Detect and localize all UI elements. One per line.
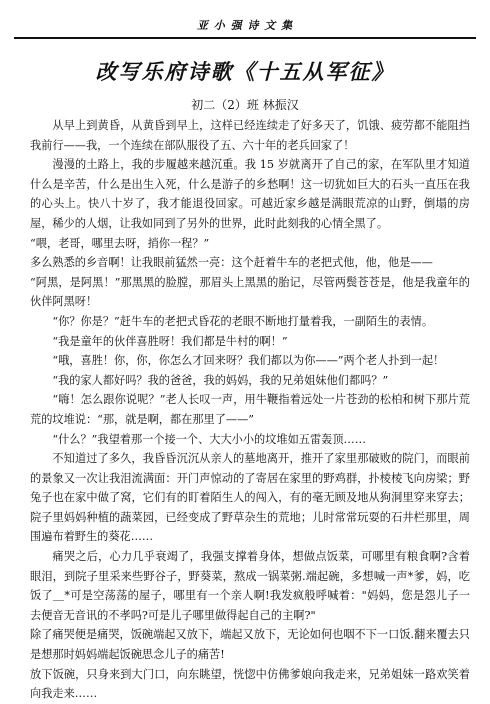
- paragraph: “阿黑，是阿黑！”那黑黑的脸膛，那眉头上黑黑的胎记，尽管两鬓苍苍是，他是我童年的伙伴阿黑呀！: [30, 275, 470, 309]
- paragraph: 多么熟悉的乡音啊！让我眼前猛然一亮：这个赶着牛车的老把式他，他，他是——: [30, 256, 433, 270]
- paragraph: “喂，老哥，哪里去呀，捎你一程？”: [30, 236, 210, 250]
- author-byline: 初二（2）班 林振汉: [191, 98, 299, 112]
- article-body: [30, 116, 470, 701]
- paragraph: 除了痛哭便是痛哭，饭碗端起又放下，端起又放下，无论如何也咽不下一口饭.翻来覆去只是想那时妈妈端起饭碗思念儿子的痛苦!: [30, 628, 470, 662]
- page-title: 改写乐府诗歌《十五从军征》: [95, 59, 395, 84]
- paragraph: 从早上到黄昏，从黄昏到早上，这样已经连续走了好多天了，饥饿、疲劳都不能阻挡我前行——我，一个连续在部队服役了五、六十年的老兵回家了！: [30, 119, 470, 152]
- paragraph: “哦，喜胜！你，你，你怎么才回来呀？我们都以为你——”两个老人扑到一起！: [52, 354, 445, 368]
- paragraph: 漫漫的土路上，我的步履越来越沉重。我 15 岁就离开了自己的家，在军队里才知道什么是辛苦，什么是出生入死，什么是游子的乡愁啊！这一切犹如巨大的石头一直压在我的心头上。快八十岁了，我才能退役回家。可越近家乡越是满眼荒凉的山野，倒塌的房屋，稀少的人烟，让我如同到了另外的世界，此时此刻我的心情全黑了。: [30, 158, 470, 230]
- paragraph: 痛哭之后，心力几乎衰竭了，我强支撑着身体，想做点饭菜，可哪里有粮食啊?含着眼泪，到院子里采来些野谷子，野葵菜，熬成一锅菜粥.端起碗，多想喊一声*爹，妈，吃饭了＿*可是空荡荡的屋子，哪里有一个亲人啊!我发疯般呼喊着："妈妈，您是怨儿子一去便音无音讯的不孝吗?可是儿子哪里做得起自己的主啊?": [30, 550, 470, 622]
- header-rule: [14, 37, 476, 39]
- paragraph: 放下饭碗，只身来到大门口，向东眺望，恍惚中仿佛爹娘向我走来，兄弟姐妹一路欢笑着向我走来……: [30, 667, 470, 701]
- paragraph: “嗨！怎么跟你说呢？”老人长叹一声，用牛鞭指着远处一片苍劲的松柏和树下那片荒荒的坟堆说：“那，就是啊，都在那里了——”: [30, 393, 470, 426]
- paragraph: “你？你是？”赶牛车的老把式昏花的老眼不断地打量着我，一副陌生的表情。: [52, 314, 434, 328]
- running-header: 亚 小 强 诗 文 集: [196, 19, 294, 32]
- paragraph: 不知道过了多久，我昏昏沉沉从亲人的墓地离开，推开了家里那破败的院门，而眼前的景象又一次让我泪流满面：开门声惊动的了寄居在家里的野鸡群，扑棱棱飞向房梁；野兔子也在家中做了窝，它们有的盯着陌生人的闯入，有的毫无顾及地从狗洞里穿来穿去；院子里妈妈种植的蔬菜园，已经变成了野草杂生的荒地；儿时常常玩耍的石井栏那里，周围遍布着野生的葵花……: [30, 452, 470, 544]
- paragraph: “我是童年的伙伴喜胜呀！我们都是牛村的啊！”: [52, 334, 288, 348]
- paragraph: “什么？”我望着那一个接一个、大大小小的坟堆如五雷轰顶……: [52, 432, 366, 446]
- paragraph: “我的家人都好吗？我的爸爸，我的妈妈，我的兄弟姐妹他们都吗？”: [52, 373, 389, 387]
